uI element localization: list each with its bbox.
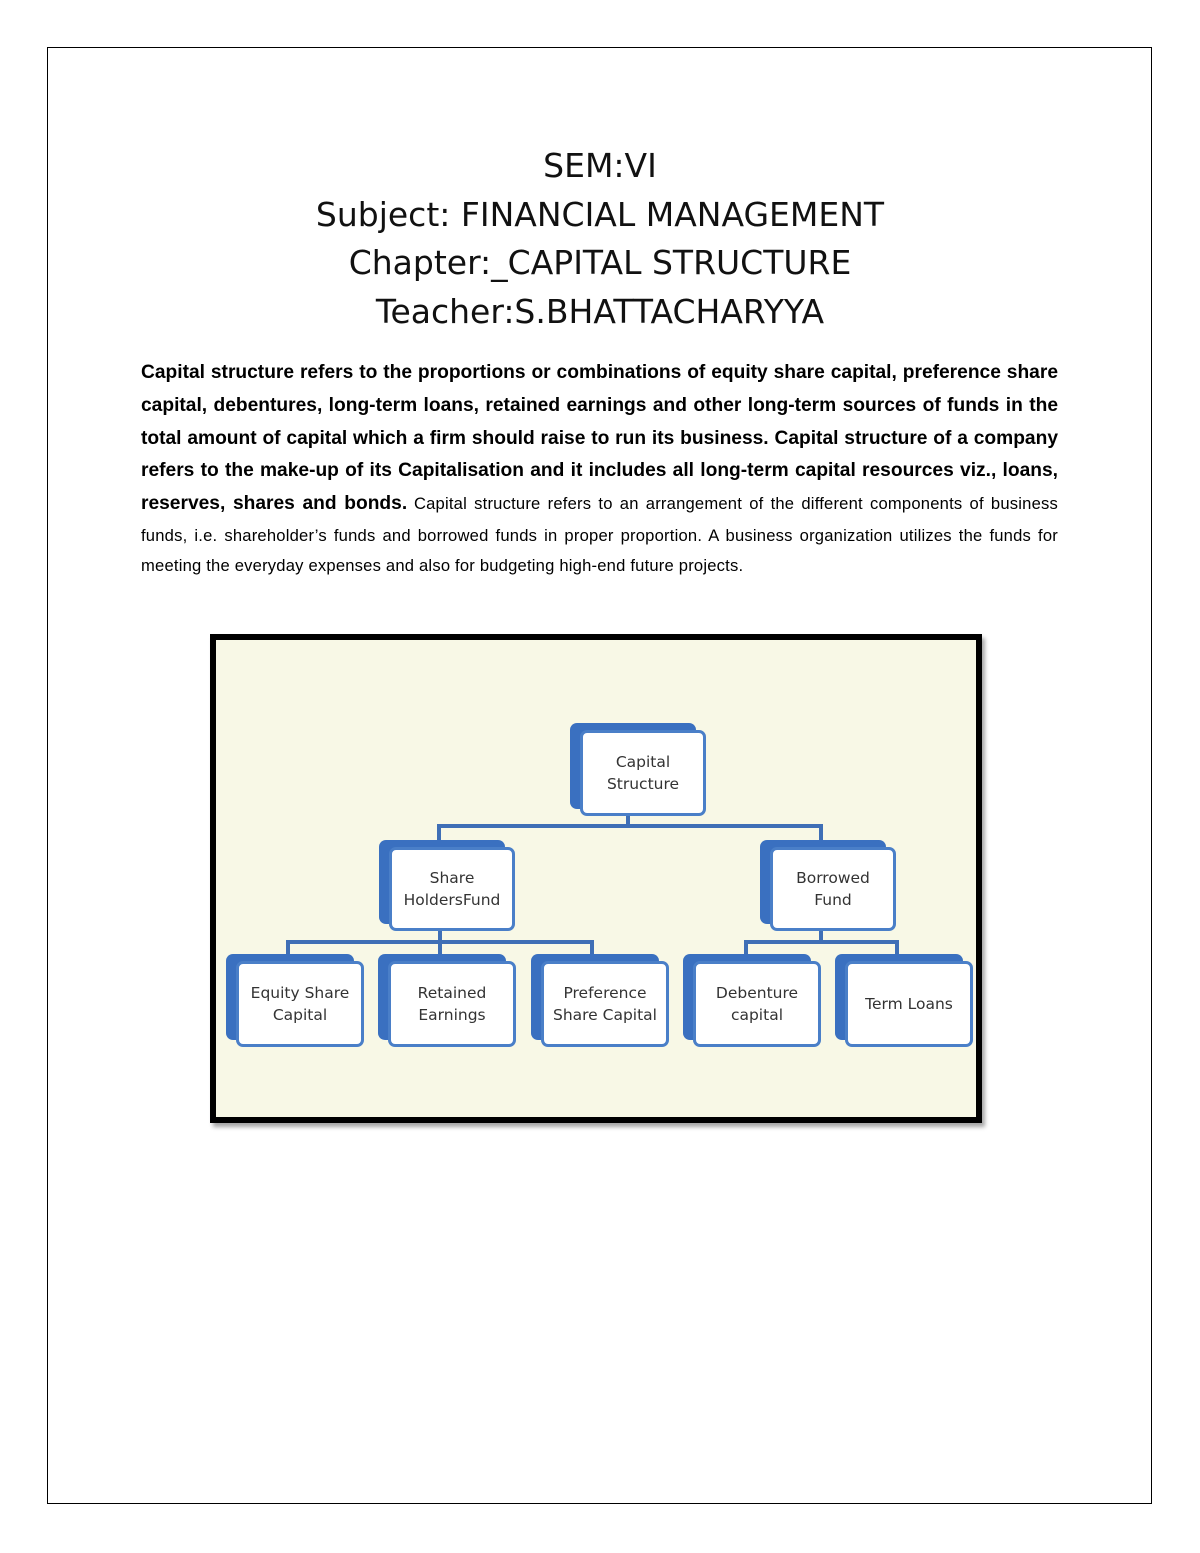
- semester-line: SEM:VI: [543, 146, 657, 185]
- paragraph-bold-text: Capital structure refers to the proportions or combinations of equity share capital, preference share capital, debentures, long-term loans, retained earnings and other long-term sources of funds in the total amount of capital which a firm should raise to run its business. Capital structure of a company refers to the make-up of its Capitalisation and it includes all long-term capital resources viz., loans, reserves, shares and bonds.: [141, 362, 1058, 515]
- node-capital-structure-label: Capital Structure: [580, 730, 706, 816]
- subject-line: Subject: FINANCIAL MANAGEMENT: [315, 194, 885, 234]
- document-heading: [0, 142, 1200, 336]
- node-share-holders-fund-label: Share HoldersFund: [389, 847, 515, 931]
- node-equity-share-capital-label: Equity Share Capital: [236, 961, 364, 1047]
- node-borrowed-fund: [770, 847, 896, 931]
- node-term-loans: [845, 961, 973, 1047]
- node-borrowed-fund-label: Borrowed Fund: [770, 847, 896, 931]
- node-debenture-capital: [693, 961, 821, 1047]
- capital-structure-diagram: [210, 634, 982, 1123]
- intro-paragraph: [141, 357, 1058, 581]
- node-term-loans-label: Term Loans: [845, 961, 973, 1047]
- node-retained-earnings-label: Retained Earnings: [388, 961, 516, 1047]
- node-retained-earnings: [388, 961, 516, 1047]
- node-capital-structure: [580, 730, 706, 816]
- node-preference-share-capital: [541, 961, 669, 1047]
- node-share-holders-fund: [389, 847, 515, 931]
- chapter-line: Chapter:_CAPITAL STRUCTURE: [348, 243, 852, 282]
- node-equity-share-capital: [236, 961, 364, 1047]
- node-debenture-capital-label: Debenture capital: [693, 961, 821, 1047]
- teacher-line: Teacher:S.BHATTACHARYYA: [375, 291, 825, 331]
- node-preference-share-capital-label: Preference Share Capital: [541, 961, 669, 1047]
- paragraph-normal-text: Capital structure refers to an arrangement of the different components of business funds, i.e. shareholder’s funds and borrowed funds in proper proportion. A business organization utilizes the funds for meeting the everyday expenses and also for budgeting high-end future projects.: [141, 494, 1058, 576]
